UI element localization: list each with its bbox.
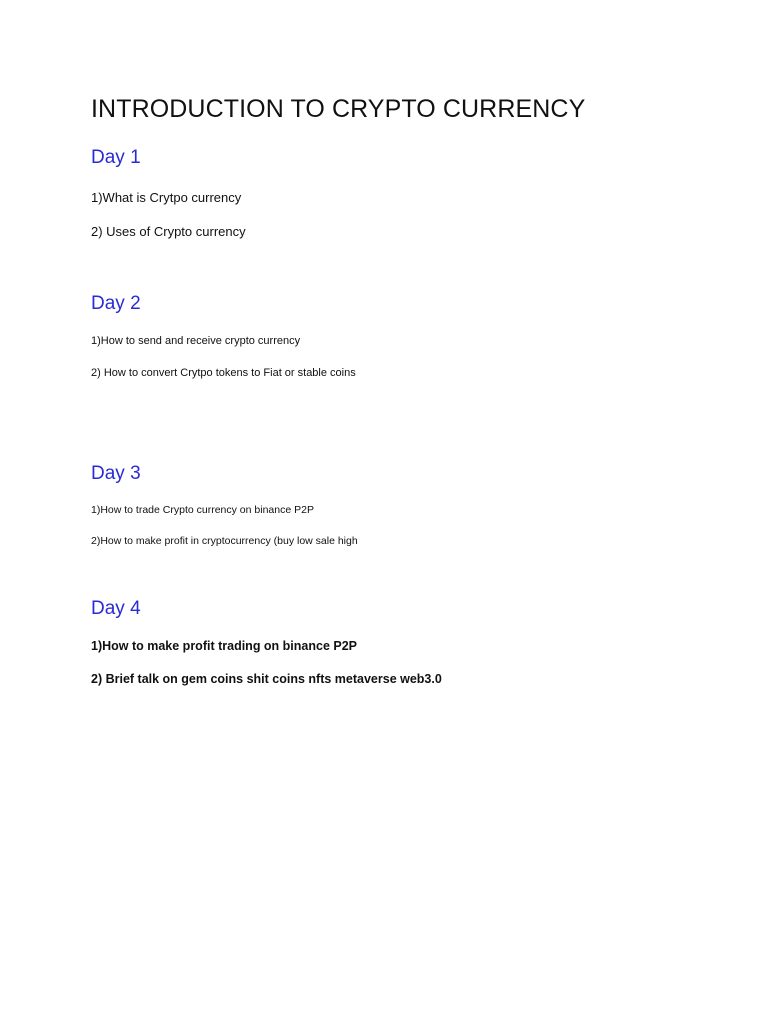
document-title: INTRODUCTION TO CRYPTO CURRENCY xyxy=(91,95,586,123)
day-2-item-1: 1)How to send and receive crypto currency xyxy=(91,335,301,347)
day-2-heading: Day 2 xyxy=(91,293,141,314)
day-1-heading: Day 1 xyxy=(91,147,141,168)
day-3-item-1: 1)How to trade Crypto currency on binance P2P xyxy=(91,504,314,516)
day-4-item-2: 2) Brief talk on gem coins shit coins nfts metaverse web3.0 xyxy=(91,672,442,686)
day-1-item-2: 2) Uses of Crypto currency xyxy=(91,224,246,239)
day-3-item-2: 2)How to make profit in cryptocurrency (buy low sale high xyxy=(91,535,358,547)
day-2-item-2: 2) How to convert Crytpo tokens to Fiat or stable coins xyxy=(91,367,356,379)
day-4-item-1: 1)How to make profit trading on binance P2P xyxy=(91,639,358,653)
day-1-item-1: 1)What is Crytpo currency xyxy=(91,190,242,205)
day-3-heading: Day 3 xyxy=(91,463,141,484)
day-4-heading: Day 4 xyxy=(91,598,141,619)
